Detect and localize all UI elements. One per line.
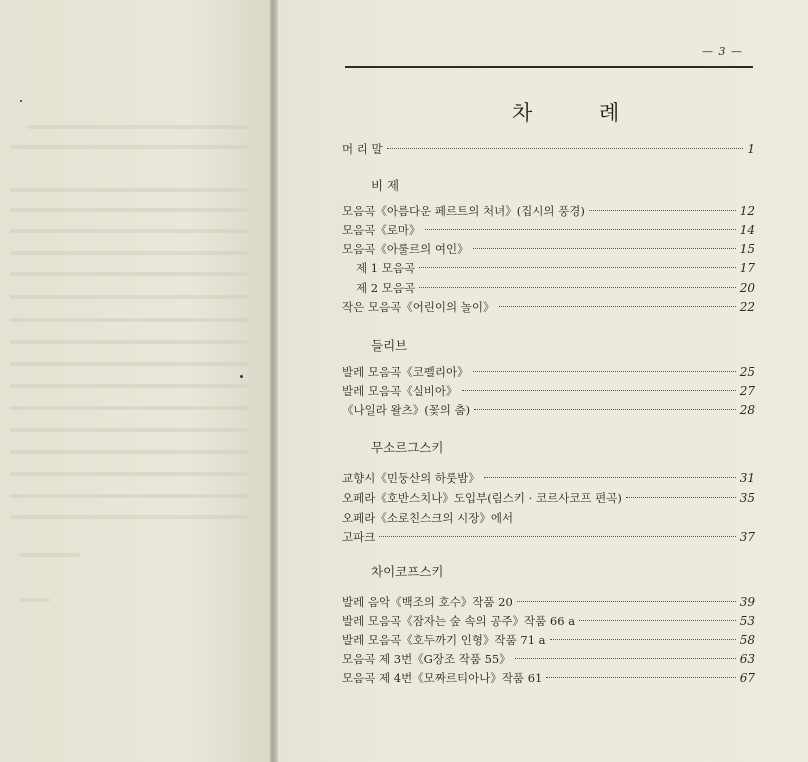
bleed-through-text <box>20 553 80 557</box>
toc-entry-label: 모음곡《아름다운 페르트의 처녀》(집시의 풍경) <box>342 204 585 218</box>
toc-entry <box>342 632 755 648</box>
toc-entry-label: 오페라《소로친스크의 시장》에서 <box>342 511 514 525</box>
toc-entry-label: 모음곡 제 4번《모짜르티아나》작품 61 <box>342 671 543 685</box>
section-heading: 비 제 <box>371 178 400 193</box>
toc-entry <box>356 260 755 276</box>
toc-entry-label: 모음곡《로마》 <box>342 223 421 237</box>
section-heading: 차이코프스키 <box>371 564 444 579</box>
toc-entry-label: 발레 모음곡《호두까기 인형》작품 71 a <box>342 633 546 647</box>
toc-entry-page: 39 <box>739 595 755 609</box>
toc-entry <box>356 280 755 296</box>
toc-entry-page: 27 <box>739 384 755 398</box>
toc-entry <box>342 402 755 418</box>
dot-leader <box>579 620 736 621</box>
toc-entry-label: 작은 모음곡《어린이의 놀이》 <box>342 300 495 314</box>
toc-entry-label: 교향시《민둥산의 하룻밤》 <box>342 471 480 485</box>
toc-entry <box>342 383 755 399</box>
toc-entry-label: 발레 모음곡《실비아》 <box>342 384 458 398</box>
toc-entry <box>342 594 755 610</box>
toc-entry <box>342 529 755 545</box>
toc-entry-page: 37 <box>739 530 755 544</box>
toc-entry-label: 발레 모음곡《잠자는 숲 속의 공주》작품 66 a <box>342 614 576 628</box>
toc-entry <box>342 364 755 380</box>
bleed-through-text <box>10 428 248 432</box>
dot-leader <box>379 536 735 537</box>
left-page-show-through <box>0 0 272 762</box>
toc-entry-page: 53 <box>739 614 755 628</box>
toc-entry <box>342 490 755 506</box>
bleed-through-text <box>10 229 248 233</box>
dot-leader <box>387 148 744 149</box>
toc-entry <box>342 203 755 219</box>
bleed-through-text <box>10 145 248 149</box>
toc-entry-label: 머 리 말 <box>342 142 383 156</box>
toc-entry-label: 모음곡《아룰르의 여인》 <box>342 242 469 256</box>
header-rule <box>345 66 753 68</box>
toc-entry-page: 12 <box>739 204 755 218</box>
toc-entry-page: 1 <box>747 142 755 156</box>
toc-entry <box>342 470 755 486</box>
dot-leader <box>462 390 736 391</box>
toc-entry-page: 22 <box>739 300 755 314</box>
dot-leader <box>517 601 736 602</box>
toc-entry-label: 고파크 <box>342 530 376 544</box>
toc-entry <box>342 670 755 686</box>
bleed-through-text <box>10 472 248 476</box>
toc-entry-label: 발레 모음곡《코펠리아》 <box>342 365 469 379</box>
dot-leader <box>425 229 736 230</box>
bleed-through-text <box>10 340 248 344</box>
dot-leader <box>484 477 736 478</box>
bleed-through-text <box>10 515 248 519</box>
section-heading: 무소르그스키 <box>371 440 444 455</box>
toc-entry <box>342 222 755 238</box>
dot-leader <box>550 639 736 640</box>
bleed-through-text <box>10 450 248 454</box>
toc-entry-page: 35 <box>739 491 755 505</box>
bleed-through-text <box>10 362 248 366</box>
toc-entry-label: 발레 음악《백조의 호수》작품 20 <box>342 595 513 609</box>
book-gutter <box>270 0 278 762</box>
dot-leader <box>546 677 735 678</box>
dot-leader <box>473 248 736 249</box>
toc-entry-label: 오페라《호반스치나》도입부(림스키 · 코르사코프 편곡) <box>342 491 622 505</box>
bleed-through-text <box>10 494 248 498</box>
bleed-through-text <box>28 125 248 129</box>
toc-entry-page: 14 <box>739 223 755 237</box>
dot-leader <box>499 306 736 307</box>
toc-entry-page: 25 <box>739 365 755 379</box>
toc-entry-page: 15 <box>739 242 755 256</box>
dust-speck <box>240 375 243 378</box>
page-title: 차 례 <box>512 101 650 125</box>
bleed-through-text <box>10 406 248 410</box>
page-number: — 3 — <box>702 45 743 58</box>
dot-leader <box>419 287 736 288</box>
bleed-through-text <box>10 384 248 388</box>
toc-entry-page: 28 <box>739 403 755 417</box>
bleed-through-text <box>10 251 248 255</box>
toc-entry-label: 모음곡 제 3번《G장조 작품 55》 <box>342 652 511 666</box>
dot-leader <box>419 267 736 268</box>
dot-leader <box>473 371 736 372</box>
toc-entry-page: 20 <box>739 281 755 295</box>
toc-entry-label: 《나일라 왈츠》(꽃의 춤) <box>342 403 471 417</box>
dot-leader <box>626 497 736 498</box>
dot-leader <box>474 409 736 410</box>
toc-entry <box>342 241 755 257</box>
toc-entry-page: 31 <box>739 471 755 485</box>
dot-leader <box>515 658 736 659</box>
bleed-through-text <box>10 295 248 299</box>
bleed-through-text <box>20 598 50 602</box>
toc-entry-page: 17 <box>739 261 755 275</box>
toc-entry-label: 제 1 모음곡 <box>356 261 416 275</box>
toc-entry <box>342 299 755 315</box>
bleed-through-text <box>10 272 248 276</box>
toc-entry <box>342 651 755 667</box>
toc-entry-page: 67 <box>739 671 755 685</box>
section-heading: 들리브 <box>371 338 408 353</box>
toc-entry <box>342 613 755 629</box>
bleed-through-text <box>10 208 248 212</box>
toc-entry-page: 58 <box>739 633 755 647</box>
bleed-through-text <box>10 188 248 192</box>
bleed-through-text <box>10 318 248 322</box>
dust-speck <box>20 100 22 102</box>
dot-leader <box>589 210 736 211</box>
toc-entry <box>342 510 755 526</box>
toc-entry-label: 제 2 모음곡 <box>356 281 416 295</box>
toc-entry-page: 63 <box>739 652 755 666</box>
toc-entry-preface <box>342 141 755 157</box>
